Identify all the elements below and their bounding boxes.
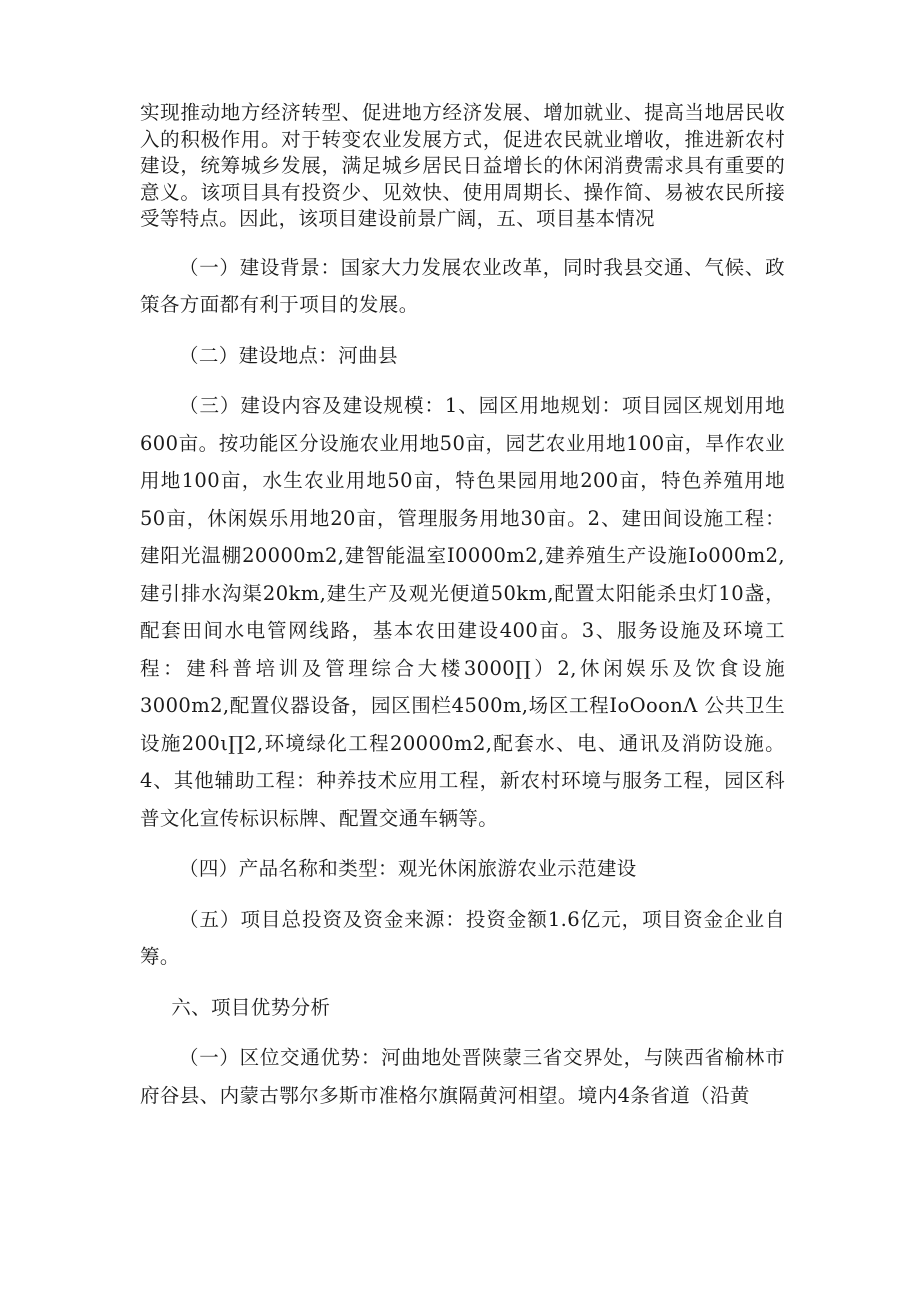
investment-paragraph: （五）项目总投资及资金来源：投资金额1.6亿元，项目资金企业自筹。 (140, 907, 785, 968)
document-page (140, 100, 785, 1114)
construction-location-paragraph: （二）建设地点：河曲县 (179, 343, 398, 367)
location-advantage-paragraph: （一）区位交通优势：河曲地处晋陕蒙三省交界处，与陕西省榆林市府谷县、内蒙古鄂尔多斯市准格尔旗隔黄河相望。境内4条省道（沿黄 (140, 1046, 785, 1107)
product-type-paragraph: （四）产品名称和类型：观光休闲旅游农业示范建设 (179, 857, 637, 880)
section-six-heading: 六、项目优势分析 (171, 995, 331, 1019)
construction-content-paragraph: （三）建设内容及建设规模：1、园区用地规划：项目园区规划用地600亩。按功能区分设施农业用地50亩，园艺农业用地100亩，旱作农业用地100亩，水生农业用地50亩，特色果园用地200亩，特色养殖用地50亩，休闲娱乐用地20亩，管理服务用地30亩。2、建田间设施工程：建阳光温棚20000m2,建智能温室I0000m2,建养殖生产设施Io000m2,建引排水沟渠20km,建生产及观光便道50km,配置太阳能杀虫灯10盏，配套田间水电管网线路，基本农田建设400亩。3、服务设施及环境工程：建科普培训及管理综合大楼3000∏）2,休闲娱乐及饮食设施3000m2,配置仪器设备，园区围栏4500m,场区工程IoOoonΛ 公共卫生设施200ι∏2,环境绿化工程20000m2,配套水、电、通讯及消防设施。4、其他辅助工程：种养技术应用工程，新农村环境与服务工程，园区科普文化宣传标识标牌、配置交通车辆等。 (140, 394, 785, 830)
construction-background-paragraph: （一）建设背景：国家大力发展农业改革，同时我县交通、气候、政策各方面都有利于项目的发展。 (140, 255, 785, 316)
intro-paragraph: 实现推动地方经济转型、促进地方经济发展、增加就业、提高当地居民收入的积极作用。对于转变农业发展方式，促进农民就业增收，推进新农村建设，统筹城乡发展，满足城乡居民日益增长的休闲消费需求具有重要的意义。该项目具有投资少、见效快、使用周期长、操作简、易被农民所接受等特点。因此，该项目建设前景广阔，五、项目基本情况 (140, 101, 785, 230)
